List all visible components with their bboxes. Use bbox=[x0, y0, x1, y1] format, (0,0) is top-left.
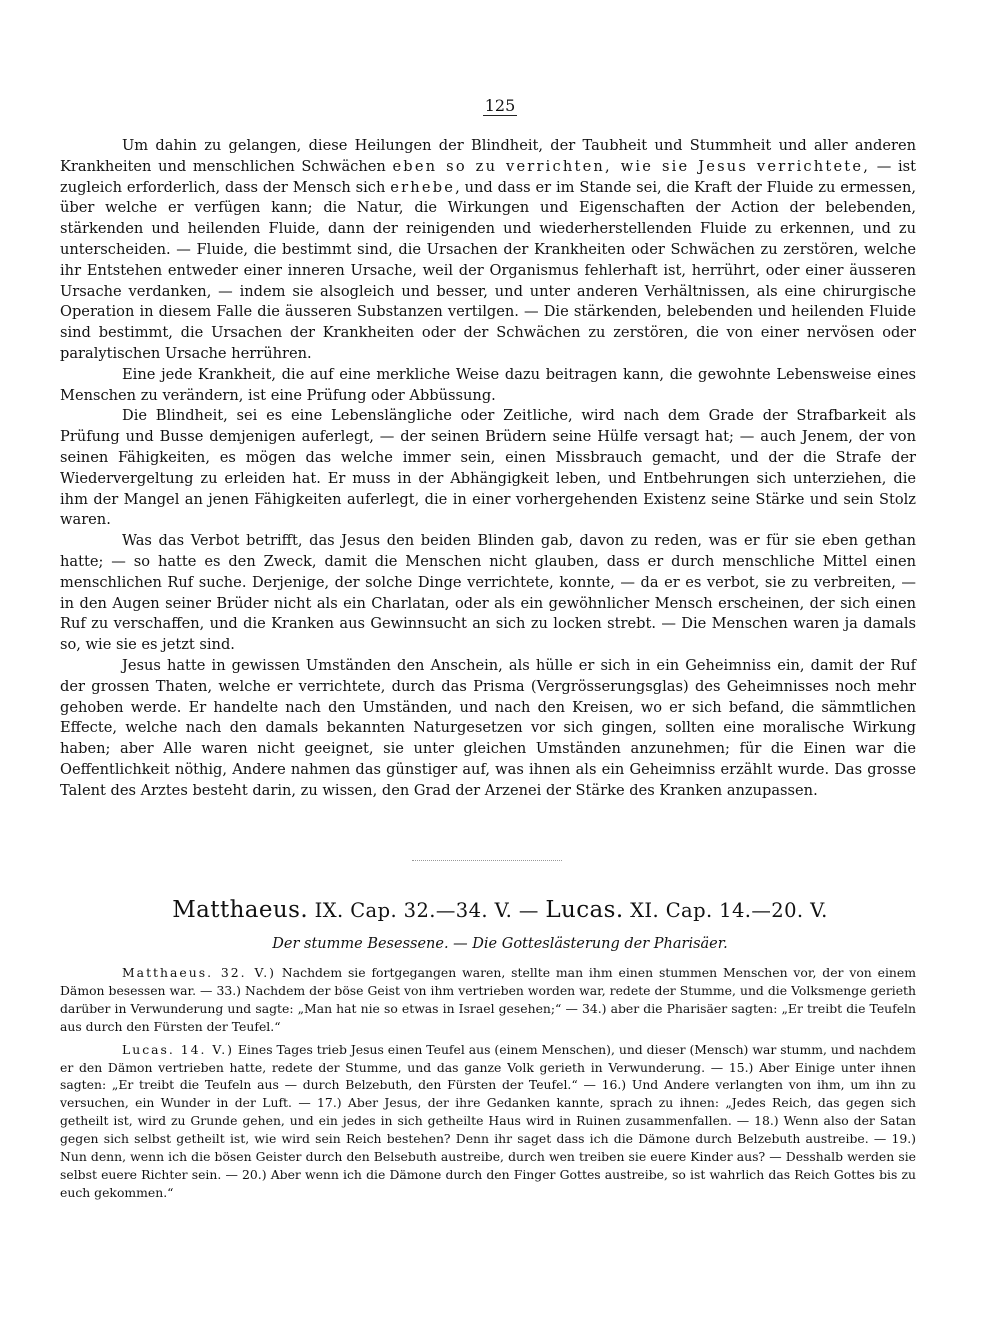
lucas-passage-text: Eines Tages trieb Jesus einen Teufel aus (einem Menschen), und dieser (Mensch) war stumm, und nachdem er den Dämon vertrieben hatte, redete der Stumme, und das ganze Volk gerieth in Verwunderung. — 15.) Aber Einige unter ihnen sagten: „Er treibt die Teufeln aus — durch Belzebuth, den Fürsten der Teufel.“ — 16.) Und Andere verlangten von ihm, um ihn zu versuchen, ein Wunder in der Luft. — 17.) Aber Jesus, der ihre Gedanken kannte, sprach zu ihnen: „Jedes Reich, das gegen sich getheilt ist, wird zu Grunde gehen, und ein jedes in sich getheilte Haus wird in Ruinen zusammenfallen. — 18.) Wenn also der Satan gegen sich selbst getheilt ist, wie wird sein Reich bestehen? Denn ihr saget dass ich die Dämone durch Belzebuth austreibe. — 19.) Nun denn, wenn ich die bösen Geister durch den Belsebuth austreibe, durch wen treiben sie euere Kinder aus? — Desshalb werden sie selbst euere Richter sein. — 20.) Aber wenn ich die Dämone durch den Finger Gottes austreibe, so ist wahrlich das Reich Gottes bis zu euch gekommen.“ bbox=[60, 1041, 917, 1200]
section-subtitle: Der stumme Besessene. — Die Gotteslästerung der Pharisäer. bbox=[272, 936, 728, 952]
section-divider bbox=[412, 860, 562, 861]
paragraph-1-part-a: Um dahin zu gelangen, diese Heilungen der Blindheit, der Taubheit und Stummheit und aller anderen Krankheiten und menschlichen Schwächen bbox=[60, 137, 916, 175]
heading-matthaeus: Matthaeus. bbox=[172, 897, 309, 923]
lucas-passage bbox=[60, 1041, 916, 1202]
paragraph-1-part-e: , und dass er im Stande sei, die Kraft der Fluide zu ermessen, über welche er verfügen kann; die Natur, die Wirkungen und Eigenschaften der Action der belebenden, stärkenden und heilenden Fluide, dann der reinigenden und wiederherstellenden Fluide zu erkennen, und zu unterscheiden. — Fluide, die bestimmt sind, die Ursachen der Krankheiten oder Schwächen zu zerstören, welche ihr Entstehen entweder einer inneren Ursache, weil der Organismus fehlerhaft ist, herrührt, oder einer äusseren Ursache verdanken, — indem sie alsogleich und besser, und unter anderen Verhältnissen, als eine chirurgische Operation in diesem Falle die äusseren Substanzen vertilgen. — Die stärkenden, belebenden und heilenden Fluide sind bestimmt, die Ursachen der Krankheiten oder der Schwächen zu zerstören, die von einer nervösen oder paralytischen Ursache herrühren. bbox=[60, 178, 916, 362]
matthaeus-passage bbox=[60, 964, 916, 1036]
lucas-passage-ref: Lucas. 14. V.) bbox=[122, 1041, 234, 1057]
page-number bbox=[0, 96, 1000, 116]
paragraph-1-part-c: — ist zugleich erforderlich, dass der Mensch sich bbox=[60, 157, 916, 196]
paragraph-1-emphasis-erhebe: erhebe bbox=[390, 178, 456, 196]
paragraph-1 bbox=[60, 136, 916, 365]
paragraph-1-emphasis: eben so zu verrichten, wie sie Jesus verrichtete, bbox=[392, 157, 871, 175]
matthaeus-passage-text: Nachdem sie fortgegangen waren, stellte man ihm einen stummen Menschen vor, der von einem Dämon besessen war. — 33.) Nachdem der böse Geist von ihm vertrieben worden war, redete der Stumme, und die Volksmenge gerieth darüber in Verwunderung und sagte: „Man hat nie so etwas in Israel gesehen;“ — 34.) aber die Pharisäer sagten: „Er treibt die Teufeln aus durch den Fürsten der Teufel.“ bbox=[60, 965, 916, 1034]
paragraph-4: Was das Verbot betrifft, das Jesus den beiden Blinden gab, davon zu reden, was er für sie eben gethan hatte; — so hatte es den Zweck, damit die Menschen nicht glauben, dass er durch menschliche Mittel einen menschlichen Ruf suche. Derjenige, der solche Dinge verrichtete, konnte, — da er es verbot, sie zu verbreiten, — in den Augen seiner Brüder nicht als ein Charlatan, oder als ein gewöhnlicher Mensch erscheinen, der sich einen Ruf zu verschaffen, und die Kranken aus Gewinnsucht an sich zu locken strebt. — Die Menschen waren ja damals so, wie sie es jetzt sind. bbox=[60, 532, 916, 654]
scripture-passages bbox=[60, 964, 916, 1202]
paragraph-5: Jesus hatte in gewissen Umständen den Anschein, als hülle er sich in ein Geheimniss ein, damit der Ruf der grossen Thaten, welche er verrichtete, durch das Prisma (Vergrösserungsglas) des Geheimnisses noch mehr gehoben werde. Er handelte nach den Umständen, und nach den Kreisen, wo er sich befand, die sämmtlichen Effecte, welche nach den damals bekannten Naturgesetzen vor sich gingen, sollten eine moralische Wirkung haben; aber Alle waren nicht geeignet, sie unter gleichen Umständen anzunehmen; für die Einen war die Oeffentlichkeit nöthig, Andere nahmen das günstiger auf, was ihnen als ein Geheimniss erzählt wurde. Das grosse Talent des Arztes besteht darin, zu wissen, den Grad der Arzenei der Stärke des Kranken anzupassen. bbox=[60, 656, 916, 799]
heading-lucas-ref: XI. Cap. 14.—20. V. bbox=[623, 899, 828, 922]
paragraph-3: Die Blindheit, sei es eine Lebenslängliche oder Zeitliche, wird nach dem Grade der Strafbarkeit als Prüfung und Busse demjenigen auferlegt, — der seinen Brüdern seine Hülfe versagt hat; — auch Jenem, der von seinen Fähigkeiten, es mögen das welche immer sein, einen Missbrauch gemacht, und der die Strafe der Wiedervergeltung zu erleiden hat. Er muss in der Abhängigkeit leben, und Entbehrungen sich unterziehen, die ihm der Mangel an jenen Fähigkeiten auferlegt, die in einer vorhergehenden Existenz seine Stärke und sein Stolz waren. bbox=[60, 407, 916, 529]
body-text bbox=[60, 136, 916, 802]
heading-matthaeus-ref: IX. Cap. 32.—34. V. — bbox=[308, 899, 546, 922]
heading-lucas: Lucas. bbox=[545, 897, 624, 923]
page-number-text: 125 bbox=[484, 96, 516, 115]
section-heading bbox=[0, 897, 1000, 924]
paragraph-2: Eine jede Krankheit, die auf eine merkliche Weise dazu beitragen kann, die gewohnte Lebensweise eines Menschen zu verändern, ist eine Prüfung oder Abbüssung. bbox=[60, 365, 916, 404]
matthaeus-passage-ref: Matthaeus. 32. V.) bbox=[122, 965, 277, 980]
